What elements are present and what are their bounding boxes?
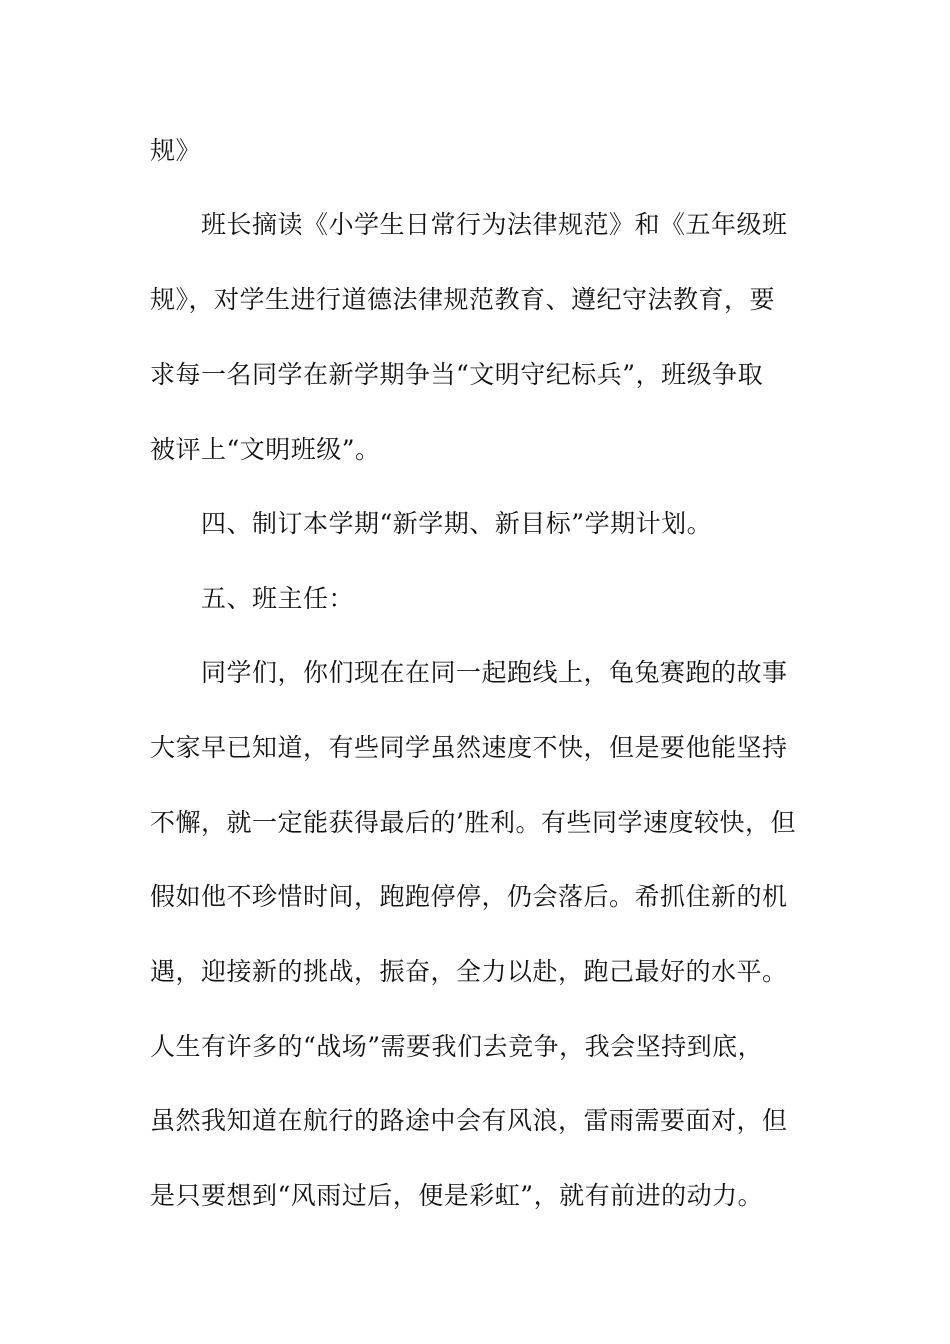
text-line: 大家早已知道，有些同学虽然速度不快，但是要他能坚持 — [150, 733, 788, 762]
text-line: 规》，对学生进行道德法律规范教育、遵纪守法教育，要 — [150, 285, 776, 314]
section-heading-four: 四、制订本学期“新学期、新目标”学期计划。 — [201, 509, 713, 538]
text-line: 是只要想到“风雨过后，便是彩虹”，就有前进的动力。 — [150, 1181, 764, 1210]
text-line: 人生有许多的“战场”需要我们去竞争，我会坚持到底， — [150, 1032, 764, 1061]
text-line: 假如他不珍惜时间，跑跑停停，仍会落后。希抓住新的机 — [150, 882, 788, 911]
text-line: 遇，迎接新的挑战，振奋，全力以赴，跑己最好的水平。 — [150, 957, 788, 986]
text-line: 规》 — [150, 136, 202, 165]
text-line: 不懈，就一定能获得最后的’胜利。有些同学速度较快，但 — [150, 808, 796, 837]
paragraph-start-line: 同学们，你们现在在同一起跑线上，龟兔赛跑的故事 — [201, 658, 788, 687]
paragraph-start-line: 班长摘读《小学生日常行为法律规范》和《五年级班 — [201, 210, 788, 239]
text-line: 求每一名同学在新学期争当“文明守纪标兵”，班级争取 — [150, 360, 764, 389]
section-heading-five: 五、班主任： — [201, 584, 355, 613]
text-line: 虽然我知道在航行的路途中会有风浪，雷雨需要面对，但 — [150, 1106, 788, 1135]
text-line: 被评上“文明班级”。 — [150, 435, 381, 464]
